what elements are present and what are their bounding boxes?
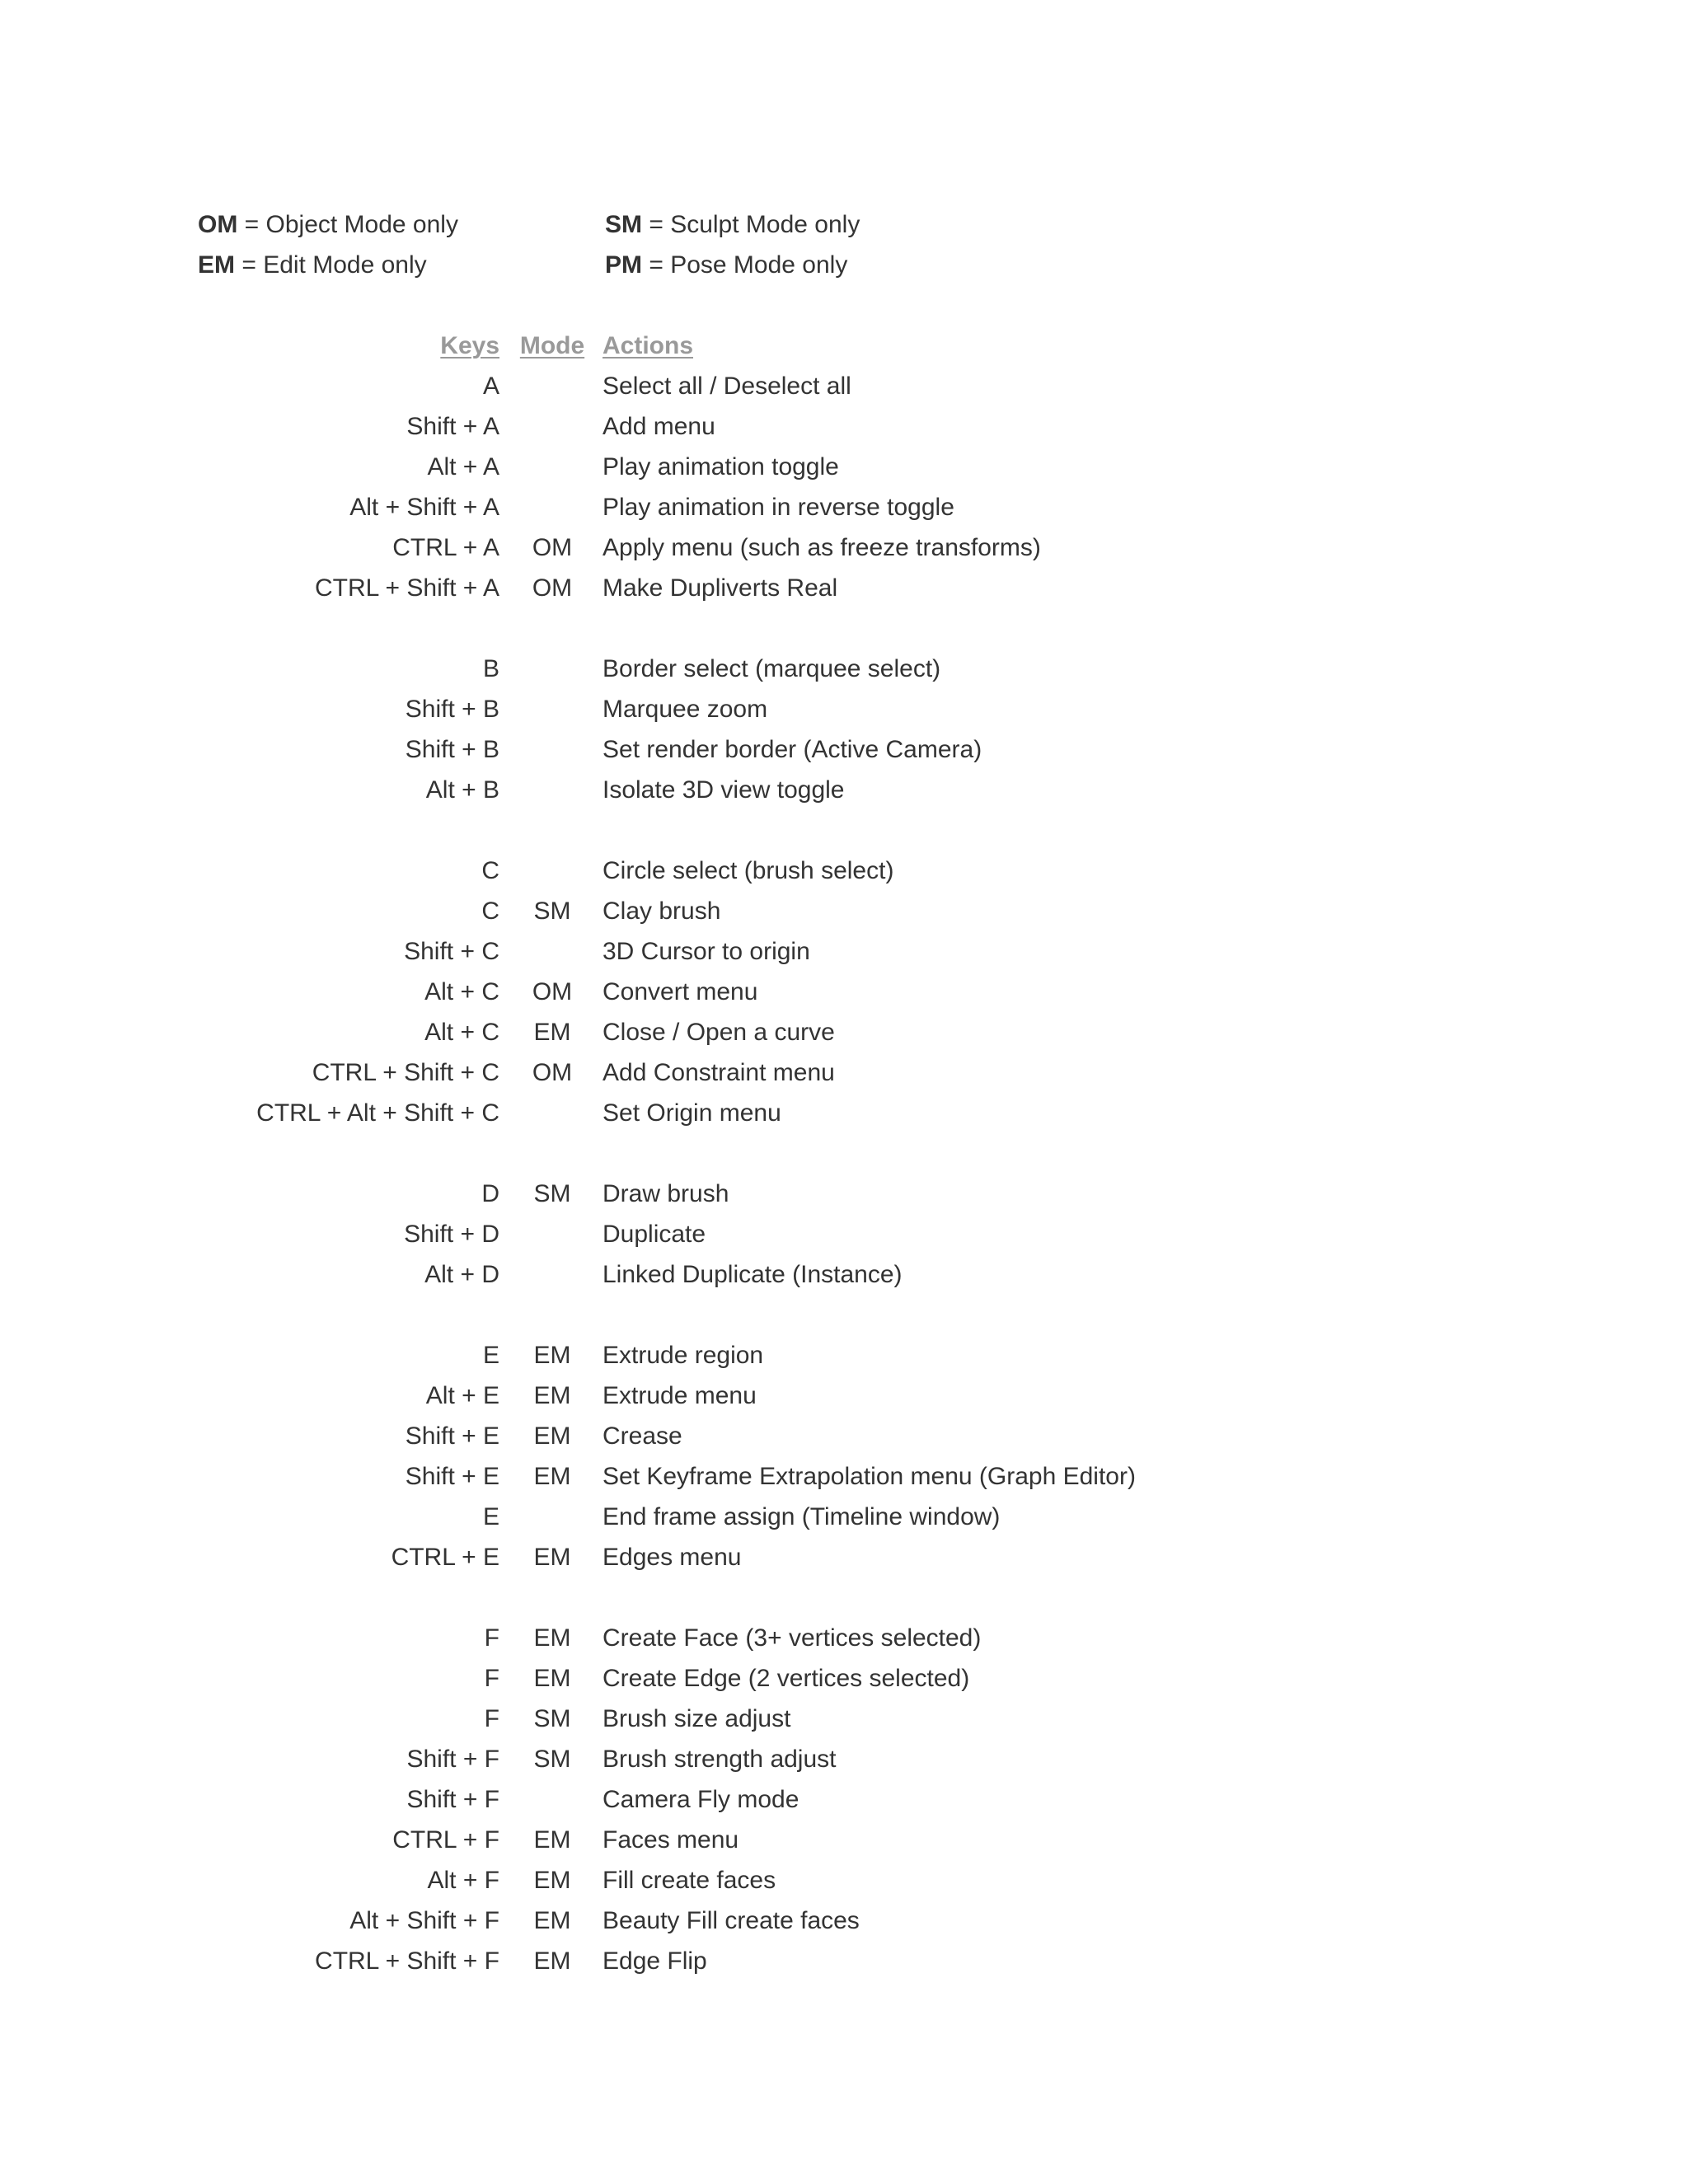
shortcut-action: Select all / Deselect all [603, 373, 851, 400]
table-row [0, 1699, 1688, 1739]
table-row [0, 1335, 1688, 1376]
shortcut-action: Edges menu [603, 1544, 742, 1571]
shortcut-mode: SM [533, 898, 571, 925]
shortcut-mode: OM [532, 534, 573, 561]
shortcut-action: Isolate 3D view toggle [603, 776, 845, 804]
shortcut-keys: CTRL + E [391, 1544, 499, 1571]
shortcut-keys: Alt + D [424, 1261, 499, 1288]
shortcut-keys: Shift + D [404, 1221, 499, 1248]
legend-abbr: EM [198, 251, 235, 279]
shortcut-keys: Alt + Shift + F [349, 1907, 499, 1934]
shortcut-action: Clay brush [603, 898, 721, 925]
shortcut-keys: A [482, 373, 499, 400]
shortcut-keys: Alt + F [427, 1867, 499, 1894]
table-row [0, 851, 1688, 891]
table-row [0, 568, 1688, 608]
shortcut-action: Brush strength adjust [603, 1746, 837, 1773]
table-row [0, 366, 1688, 406]
table-row [0, 689, 1688, 729]
keys-header: Keys [440, 332, 499, 359]
shortcut-action: Set Keyframe Extrapolation menu (Graph Editor) [603, 1463, 1136, 1490]
table-row [0, 649, 1688, 689]
shortcut-action: Extrude region [603, 1342, 764, 1369]
shortcut-keys: CTRL + Shift + F [315, 1947, 499, 1975]
shortcut-action: Border select (marquee select) [603, 655, 941, 682]
shortcut-action: Camera Fly mode [603, 1786, 799, 1813]
table-row [0, 1618, 1688, 1658]
shortcut-action: Circle select (brush select) [603, 857, 894, 884]
table-row [0, 1820, 1688, 1860]
shortcut-action: Close / Open a curve [603, 1019, 835, 1046]
shortcut-mode: OM [532, 978, 573, 1005]
shortcut-action: Faces menu [603, 1826, 739, 1854]
table-row [0, 487, 1688, 527]
table-row [0, 447, 1688, 487]
shortcut-keys: Alt + B [425, 776, 499, 804]
shortcut-action: Extrude menu [603, 1382, 757, 1409]
shortcut-keys: F [484, 1705, 499, 1732]
table-row [0, 931, 1688, 972]
shortcut-action: Beauty Fill create faces [603, 1907, 860, 1934]
shortcut-action: Set render border (Active Camera) [603, 736, 982, 763]
table-row [0, 1779, 1688, 1820]
shortcut-keys: F [484, 1624, 499, 1652]
shortcut-action: Set Origin menu [603, 1099, 781, 1127]
table-row [0, 1537, 1688, 1577]
actions-header: Actions [603, 332, 694, 359]
shortcut-mode: EM [533, 1382, 571, 1409]
table-row [0, 972, 1688, 1012]
shortcut-keys: Shift + F [406, 1786, 499, 1813]
table-row [0, 1456, 1688, 1497]
shortcut-action: Draw brush [603, 1180, 729, 1207]
table-row [0, 1900, 1688, 1941]
legend-abbr: OM [198, 211, 238, 238]
shortcut-action: Create Edge (2 vertices selected) [603, 1665, 970, 1692]
shortcut-keys: Shift + E [405, 1463, 499, 1490]
legend-abbr: SM [605, 211, 642, 238]
legend-abbr: PM [605, 251, 642, 279]
shortcut-mode: SM [533, 1705, 571, 1732]
table-row [0, 1214, 1688, 1254]
shortcut-mode: OM [532, 574, 573, 602]
shortcut-keys: Shift + B [405, 696, 499, 723]
shortcut-mode: OM [532, 1059, 573, 1086]
shortcut-action: Add Constraint menu [603, 1059, 835, 1086]
shortcut-mode: EM [533, 1624, 571, 1652]
shortcut-mode: EM [533, 1544, 571, 1571]
shortcut-mode: EM [533, 1907, 571, 1934]
shortcut-mode: SM [533, 1180, 571, 1207]
shortcut-action: Crease [603, 1422, 682, 1450]
table-row [0, 1052, 1688, 1093]
legend-text: = Object Mode only [237, 211, 458, 238]
shortcut-action: Fill create faces [603, 1867, 776, 1894]
table-header [0, 326, 1688, 366]
table-row [0, 527, 1688, 568]
shortcut-keys: Shift + B [405, 736, 499, 763]
shortcut-action: Marquee zoom [603, 696, 768, 723]
shortcut-mode: EM [533, 1019, 571, 1046]
mode-header: Mode [519, 332, 585, 359]
legend-text: = Sculpt Mode only [642, 211, 860, 238]
legend-om [198, 204, 458, 246]
shortcut-mode: EM [533, 1867, 571, 1894]
shortcut-keys: Alt + Shift + A [349, 494, 499, 521]
shortcut-keys: Shift + F [406, 1746, 499, 1773]
table-row [0, 1012, 1688, 1052]
shortcut-mode: EM [533, 1342, 571, 1369]
table-row [0, 1658, 1688, 1699]
shortcut-keys: Shift + E [405, 1422, 499, 1450]
shortcut-action: Create Face (3+ vertices selected) [603, 1624, 982, 1652]
shortcut-keys: C [481, 857, 499, 884]
shortcut-action: Duplicate [603, 1221, 706, 1248]
shortcut-keys: Shift + A [406, 413, 499, 440]
legend-pm [605, 245, 847, 286]
shortcut-keys: Alt + C [424, 978, 499, 1005]
shortcut-keys: C [481, 898, 499, 925]
shortcut-keys: CTRL + F [392, 1826, 499, 1854]
shortcut-keys: D [481, 1180, 499, 1207]
shortcut-keys: E [482, 1503, 499, 1530]
table-row [0, 406, 1688, 447]
shortcut-action: Linked Duplicate (Instance) [603, 1261, 903, 1288]
shortcut-action: Play animation in reverse toggle [603, 494, 954, 521]
shortcut-keys: CTRL + Shift + A [315, 574, 499, 602]
shortcut-mode: EM [533, 1422, 571, 1450]
table-row [0, 1860, 1688, 1900]
shortcut-action: Brush size adjust [603, 1705, 791, 1732]
shortcut-keys: Alt + C [424, 1019, 499, 1046]
shortcut-keys: Shift + C [404, 938, 499, 965]
shortcut-mode: EM [533, 1826, 571, 1854]
shortcut-keys: E [482, 1342, 499, 1369]
table-row [0, 1739, 1688, 1779]
table-row [0, 1416, 1688, 1456]
shortcut-action: Make Dupliverts Real [603, 574, 838, 602]
shortcut-keys: B [482, 655, 499, 682]
table-row [0, 1941, 1688, 1981]
shortcut-action: End frame assign (Timeline window) [603, 1503, 1001, 1530]
shortcut-action: Add menu [603, 413, 715, 440]
table-row [0, 1174, 1688, 1214]
table-row [0, 1497, 1688, 1537]
shortcut-keys: CTRL + Alt + Shift + C [256, 1099, 499, 1127]
table-row [0, 1376, 1688, 1416]
legend-text: = Edit Mode only [235, 251, 427, 279]
table-row [0, 1093, 1688, 1133]
shortcut-action: 3D Cursor to origin [603, 938, 810, 965]
shortcut-action: Apply menu (such as freeze transforms) [603, 534, 1041, 561]
shortcut-mode: EM [533, 1463, 571, 1490]
shortcut-keys: CTRL + Shift + C [312, 1059, 499, 1086]
shortcut-action: Edge Flip [603, 1947, 707, 1975]
shortcut-mode: SM [533, 1746, 571, 1773]
shortcut-mode: EM [533, 1665, 571, 1692]
shortcut-mode: EM [533, 1947, 571, 1975]
legend-text: = Pose Mode only [642, 251, 848, 279]
shortcut-keys: CTRL + A [392, 534, 499, 561]
table-row [0, 770, 1688, 810]
table-row [0, 891, 1688, 931]
shortcut-keys: Alt + A [427, 453, 499, 480]
shortcut-keys: F [484, 1665, 499, 1692]
legend-em [198, 245, 427, 286]
legend-sm [605, 204, 860, 246]
shortcut-action: Convert menu [603, 978, 758, 1005]
table-row [0, 729, 1688, 770]
shortcut-keys: Alt + E [425, 1382, 499, 1409]
table-row [0, 1254, 1688, 1295]
shortcut-action: Play animation toggle [603, 453, 839, 480]
